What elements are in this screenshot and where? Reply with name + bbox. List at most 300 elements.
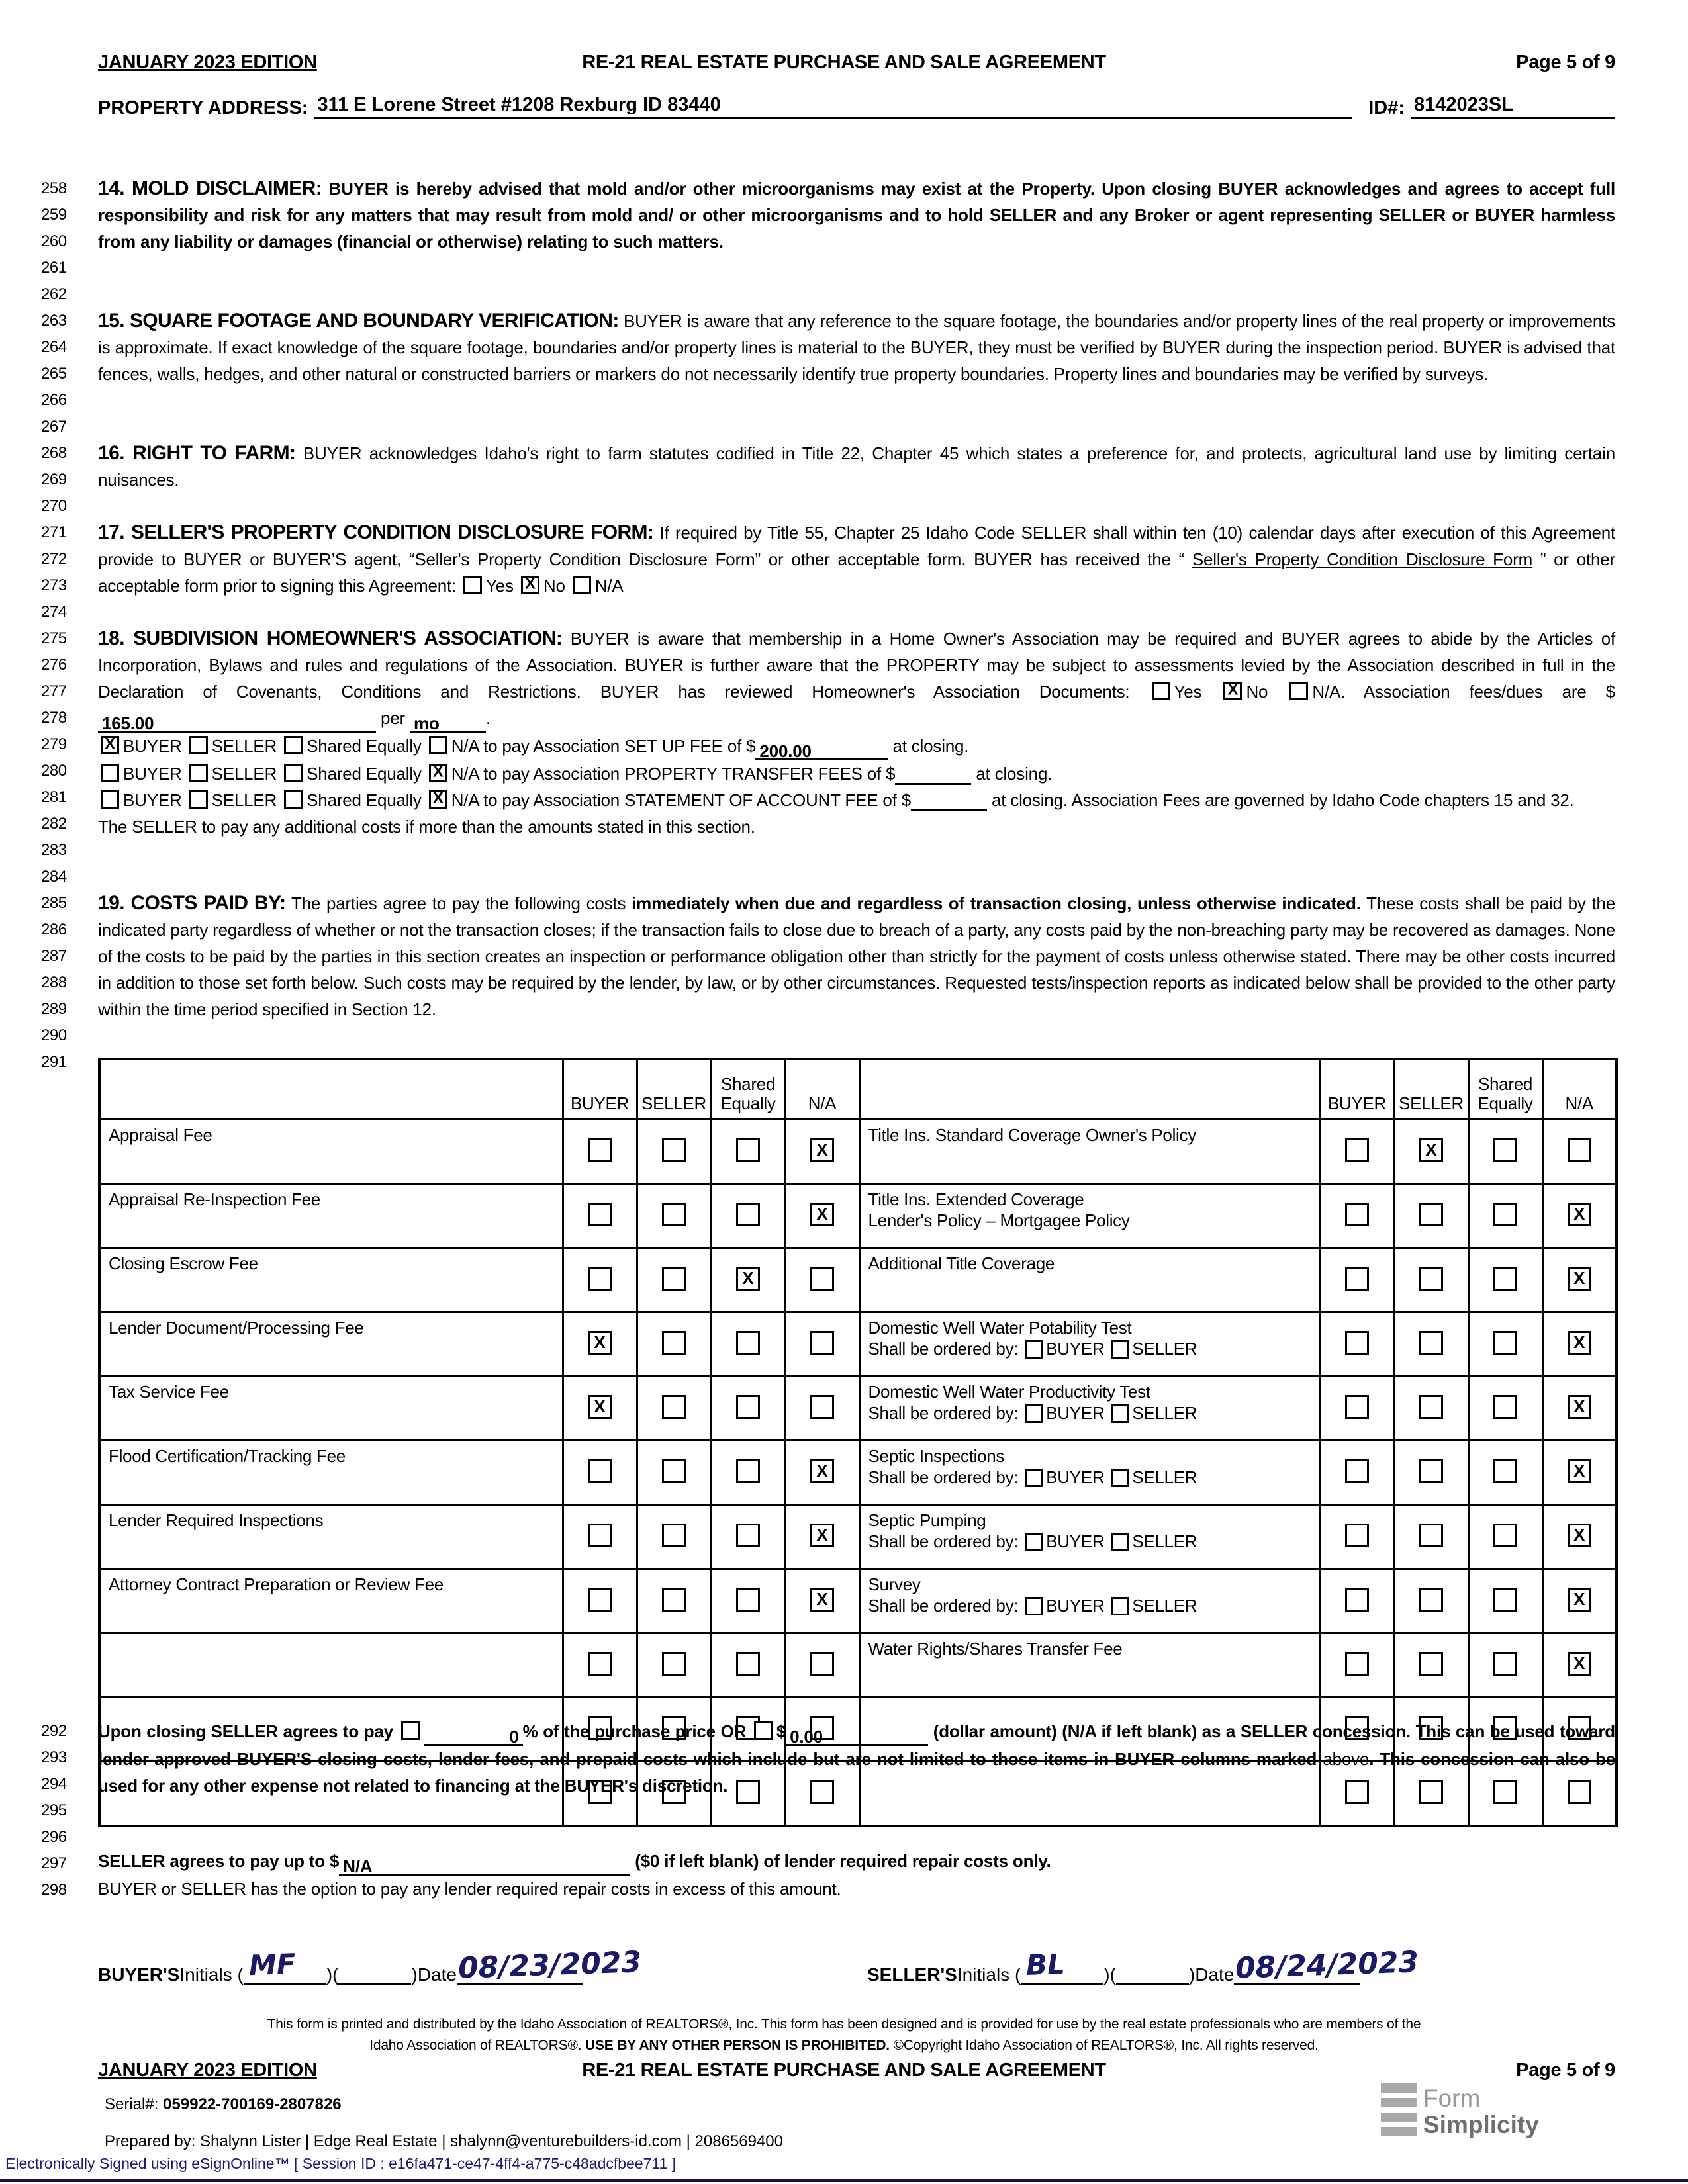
id-value: 8142023SL — [1414, 94, 1513, 115]
line-number: 296 — [41, 1828, 67, 1846]
checkbox-seller[interactable] — [1419, 1331, 1443, 1355]
checkbox-shared-equally[interactable] — [1493, 1138, 1517, 1162]
checkbox-label: N/A — [451, 736, 484, 756]
checkbox-n-a[interactable] — [1568, 1203, 1591, 1226]
date-label: Date — [417, 1964, 457, 1985]
repairs-pre: SELLER agrees to pay up to $ — [98, 1851, 340, 1871]
checkbox-shared-equally[interactable] — [736, 1652, 760, 1676]
checkbox-cell — [1394, 1377, 1468, 1441]
checkbox-cell — [1468, 1120, 1542, 1184]
checkbox-ordered-by-buyer[interactable] — [1025, 1597, 1043, 1615]
checkbox-buyer[interactable] — [1345, 1588, 1369, 1612]
checkbox-n-a[interactable] — [810, 1652, 834, 1676]
checkbox-seller[interactable] — [189, 764, 208, 782]
checkbox-yes-label: Yes — [486, 576, 514, 596]
checkbox-buyer[interactable] — [1345, 1138, 1369, 1162]
checkbox-cell — [785, 1633, 859, 1698]
checkbox-shared-equally[interactable] — [1493, 1203, 1517, 1226]
section-19-bold-clause: immediately when due and regardless of transaction closing, unless otherwise indicated. — [632, 893, 1361, 913]
checkbox-buyer[interactable] — [101, 764, 119, 782]
checkbox-n-a[interactable] — [1568, 1395, 1591, 1419]
section-17-body: If required by Title 55, Chapter 25 Idaho Code SELLER shall within ten (10) calendar days after execution of this Agreement provide to BUYER or BUYER’S agent, “Seller's Property Condition Disclosure Form” or other acceptable form. BUYER has received the “ — [98, 523, 1615, 569]
checkbox-buyer[interactable] — [1345, 1395, 1369, 1419]
checkbox-ordered-by-seller[interactable] — [1111, 1340, 1129, 1359]
section-17-body2: ” or other acceptable form prior to signing this Agreement: — [98, 549, 1615, 596]
line-number: 290 — [41, 1026, 67, 1044]
table-header-row — [99, 1059, 1617, 1120]
checkbox-cell — [637, 1312, 711, 1377]
checkbox-n-a[interactable] — [810, 1524, 834, 1547]
property-address-label: PROPERTY ADDRESS: — [98, 97, 308, 118]
form-simplicity-logo — [1381, 2083, 1539, 2140]
footer-page-number: Page 5 of 9 — [1516, 2060, 1615, 2081]
checkbox-n-a[interactable] — [1568, 1652, 1591, 1676]
checkbox-shared-equally[interactable] — [284, 736, 303, 754]
checkbox-shared-equally[interactable] — [736, 1331, 760, 1355]
checkbox-n-a[interactable] — [1568, 1588, 1591, 1612]
checkbox-na-label: N/A — [594, 576, 624, 596]
checkbox-cell — [1320, 1248, 1394, 1312]
checkbox-buyer[interactable] — [588, 1203, 612, 1226]
checkbox-cell — [711, 1248, 785, 1312]
checkbox-cell — [563, 1312, 637, 1377]
repairs-amount-field[interactable] — [339, 1853, 630, 1876]
fee-item-label: Domestic Well Water Potability Test Shall be ordered by: BUYER SELLER — [859, 1312, 1320, 1377]
fee-item-label: Lender Required Inspections — [99, 1505, 563, 1569]
checkbox-cell — [563, 1633, 637, 1698]
seller-date-handwritten: 08/24/2023 — [1235, 1945, 1420, 1985]
checkbox-shared-equally[interactable] — [1493, 1588, 1517, 1612]
section-17 — [98, 520, 1615, 599]
checkbox-cell — [711, 1441, 785, 1505]
checkbox-n-a[interactable] — [429, 764, 447, 782]
checkbox-cell — [1542, 1184, 1617, 1248]
id-field[interactable] — [1411, 94, 1615, 119]
checkbox-label: SELLER — [1132, 1467, 1197, 1487]
line-number: 275 — [41, 629, 67, 647]
fee-item-label: Water Rights/Shares Transfer Fee — [859, 1633, 1320, 1698]
line-number: 284 — [41, 868, 67, 886]
checkbox-n-a[interactable] — [1568, 1138, 1591, 1162]
checkbox-cell — [1542, 1569, 1617, 1633]
checkbox-shared-equally[interactable] — [1493, 1267, 1517, 1291]
checkbox-label: Shared Equally — [306, 764, 426, 784]
checkbox-label: Shared Equally — [306, 736, 426, 756]
seller-date-field[interactable] — [1234, 1945, 1420, 1985]
checkbox-yes[interactable] — [1152, 682, 1170, 700]
column-header: SELLER — [637, 1059, 711, 1120]
checkbox-dollar[interactable] — [754, 1721, 773, 1740]
checkbox-shared-equally[interactable] — [736, 1138, 760, 1162]
checkbox-cell — [1468, 1633, 1542, 1698]
checkbox-label: SELLER — [211, 790, 282, 810]
fee-line-suffix: at closing. — [971, 764, 1053, 784]
section-19-body2: These costs shall be paid by the indicated party regardless of whether or not the transaction closes; if the transaction fails to close due to breach of a party, any costs paid by the non-breaching party may be recovered as damages. None of the costs to be paid by the parties in this section creates an inspection or performance obligation other than strictly for the payment of costs unless otherwise stated. There may be other costs incurred in addition to those set forth below. Such costs may be required by the lender, by law, or by other circumstances. Requested tests/inspection reports as indicated below shall be provided to the other party within the time period specified in Section 12. — [98, 893, 1616, 1019]
checkbox-cell — [1320, 1312, 1394, 1377]
section-17-underlined-form-name: Seller's Property Condition Disclosure Form — [1192, 549, 1533, 569]
per-text: per — [376, 708, 410, 728]
checkbox-seller[interactable] — [1419, 1459, 1443, 1483]
page-number: Page 5 of 9 — [1516, 52, 1615, 73]
checkbox-seller[interactable] — [1419, 1138, 1443, 1162]
paren2: ) — [411, 1964, 418, 1985]
section-16-heading: 16. RIGHT TO FARM: — [98, 442, 296, 464]
concession-text-1: Upon closing SELLER agrees to pay — [98, 1721, 399, 1741]
checkbox-buyer[interactable] — [588, 1331, 612, 1355]
prepared-by-line: Prepared by: Shalynn Lister | Edge Real Estate | shalynn@venturebuilders-id.com | 2086569400 — [105, 2132, 784, 2150]
checkbox-n-a[interactable] — [1568, 1524, 1591, 1547]
checkbox-cell — [1468, 1248, 1542, 1312]
line-number: 267 — [41, 418, 67, 435]
section-18-extra: The SELLER to pay any additional costs if more than the amounts stated in this section. — [98, 817, 755, 837]
checkbox-label: SELLER — [211, 764, 282, 784]
checkbox-n-a[interactable] — [810, 1331, 834, 1355]
checkbox-no-label: No — [543, 576, 565, 596]
checkbox-buyer[interactable] — [588, 1588, 612, 1612]
buyer-initials-handwritten: MF — [248, 1947, 297, 1982]
initials-label: Initials ( — [179, 1964, 244, 1985]
checkbox-seller[interactable] — [662, 1459, 686, 1483]
checkbox-cell — [1542, 1248, 1617, 1312]
edition-label: JANUARY 2023 EDITION — [98, 52, 317, 73]
checkbox-na[interactable] — [573, 576, 591, 594]
checkbox-shared-equally[interactable] — [736, 1459, 760, 1483]
checkbox-shared-equally[interactable] — [1493, 1395, 1517, 1419]
seller-concession-paragraph — [98, 1718, 1615, 1799]
page-bottom-rule — [0, 2179, 1688, 2182]
fee-item-label: Lender Document/Processing Fee — [99, 1312, 563, 1377]
checkbox-ordered-by-buyer[interactable] — [1025, 1533, 1043, 1551]
buyer-date-handwritten: 08/23/2023 — [457, 1945, 642, 1985]
checkbox-ordered-by-buyer[interactable] — [1025, 1340, 1043, 1359]
concession-dollar-field[interactable] — [786, 1723, 928, 1746]
checkbox-cell — [785, 1441, 859, 1505]
property-address-row — [98, 94, 1615, 119]
checkbox-cell — [1468, 1184, 1542, 1248]
checkbox-no[interactable] — [1223, 682, 1242, 700]
table-row — [99, 1441, 1617, 1505]
section-15 — [98, 308, 1615, 387]
checkbox-ordered-by-seller[interactable] — [1111, 1533, 1129, 1551]
checkbox-label: BUYER — [1046, 1596, 1105, 1615]
checkbox-seller[interactable] — [662, 1588, 686, 1612]
checkbox-seller[interactable] — [1419, 1203, 1443, 1226]
fees-dues-text: Association fees/dues are $ — [1345, 682, 1615, 702]
checkbox-buyer[interactable] — [588, 1138, 612, 1162]
checkbox-percent[interactable] — [401, 1721, 420, 1740]
checkbox-cell — [1468, 1505, 1542, 1569]
buyer-label: BUYER'S — [98, 1964, 180, 1985]
checkbox-label: BUYER — [123, 736, 187, 756]
form-simplicity-icon — [1381, 2083, 1417, 2140]
buyer-initials-field-1[interactable] — [244, 1947, 326, 1985]
fee-item-label: Survey Shall be ordered by: BUYER SELLER — [859, 1569, 1320, 1633]
checkbox-shared-equally[interactable] — [1493, 1652, 1517, 1676]
ordered-by-line: Shall be ordered by: BUYER SELLER — [868, 1403, 1197, 1423]
checkbox-buyer[interactable] — [588, 1524, 612, 1547]
serial-value: 059922-700169-2807826 — [163, 2095, 342, 2113]
checkbox-cell — [1468, 1312, 1542, 1377]
checkbox-shared-equally[interactable] — [284, 790, 303, 809]
checkbox-cell — [637, 1377, 711, 1441]
section-18 — [98, 625, 1615, 840]
terminal-period: . — [486, 708, 491, 728]
column-header: SELLER — [1394, 1059, 1468, 1120]
fee-amount-value: 200.00 — [759, 741, 812, 761]
fees-period-field[interactable] — [410, 710, 486, 733]
checkbox-shared-equally[interactable] — [736, 1395, 760, 1419]
checkbox-cell — [1542, 1441, 1617, 1505]
line-number: 280 — [41, 762, 67, 780]
checkbox-cell — [637, 1569, 711, 1633]
seller-initials-row — [867, 1939, 1420, 1985]
checkbox-buyer[interactable] — [1345, 1652, 1369, 1676]
checkbox-buyer[interactable] — [1345, 1203, 1369, 1226]
checkbox-cell — [563, 1505, 637, 1569]
fee-item-label — [99, 1633, 563, 1698]
checkbox-cell — [1468, 1569, 1542, 1633]
checkbox-seller[interactable] — [1419, 1267, 1443, 1291]
buyer-initials-field-2[interactable] — [338, 1957, 411, 1985]
checkbox-seller[interactable] — [1419, 1524, 1443, 1547]
checkbox-n-a[interactable] — [429, 736, 447, 754]
checkbox-label: BUYER — [1046, 1339, 1105, 1359]
table-row — [99, 1120, 1617, 1184]
fee-item-label: Title Ins. Standard Coverage Owner's Policy — [859, 1120, 1320, 1184]
footer-fine-print-2: Idaho Association of REALTORS®. USE BY ANY OTHER PERSON IS PROHIBITED. ©Copyright Idaho Association of REALTORS®, Inc. All rights reserved. — [369, 2038, 1319, 2053]
checkbox-seller[interactable] — [662, 1203, 686, 1226]
line-number: 281 — [41, 788, 67, 806]
checkbox-n-a[interactable] — [810, 1203, 834, 1226]
checkbox-label: N/A — [451, 790, 484, 810]
checkbox-buyer[interactable] — [1345, 1267, 1369, 1291]
buyer-date-field[interactable] — [457, 1945, 642, 1985]
concession-percent-suffix: % of the purchase price OR — [522, 1721, 751, 1741]
line-number: 291 — [41, 1053, 67, 1071]
checkbox-shared-equally[interactable] — [736, 1588, 760, 1612]
checkbox-n-a[interactable] — [1568, 1331, 1591, 1355]
checkbox-cell — [1468, 1377, 1542, 1441]
section-14-body: BUYER is hereby advised that mold and/or other microorganisms may exist at the Property. Upon closing BUYER acknowledges and agrees to accept full responsibility and risk for any matters that may result from mold and/ or other microorganisms and to hold SELLER and any Broker or agent representing SELLER or BUYER harmless from any liability or damages (financial or otherwise) relating to such matters. — [98, 179, 1615, 251]
repairs-amount-value: N/A — [343, 1856, 373, 1876]
checkbox-seller[interactable] — [662, 1331, 686, 1355]
seller-initials-field-2[interactable] — [1116, 1957, 1189, 1985]
fee-item-label: Appraisal Fee — [99, 1120, 563, 1184]
line-number: 266 — [41, 391, 67, 409]
checkbox-buyer[interactable] — [588, 1652, 612, 1676]
ordered-by-line: Shall be ordered by: BUYER SELLER — [868, 1339, 1197, 1359]
fee-line-text: to pay Association STATEMENT OF ACCOUNT FEE of $ — [483, 790, 911, 810]
checkbox-cell — [1320, 1184, 1394, 1248]
line-number: 271 — [41, 523, 67, 541]
checkbox-cell — [1542, 1633, 1617, 1698]
checkbox-n-a[interactable] — [810, 1459, 834, 1483]
section-19 — [98, 890, 1615, 1023]
line-number: 274 — [41, 603, 67, 621]
checkbox-cell — [1394, 1441, 1468, 1505]
hoa-fee-line — [98, 787, 1615, 813]
line-number: 288 — [41, 974, 67, 991]
fee-amount-field[interactable] — [911, 789, 987, 811]
checkbox-shared-equally[interactable] — [1493, 1331, 1517, 1355]
checkbox-cell — [785, 1505, 859, 1569]
checkbox-no[interactable] — [521, 576, 539, 594]
fee-line-text: to pay Association SET UP FEE of $ — [483, 736, 756, 756]
hoa-fee-line — [98, 733, 1615, 760]
fee-item-label: Flood Certification/Tracking Fee — [99, 1441, 563, 1505]
checkbox-n-a[interactable] — [429, 790, 447, 809]
checkbox-buyer[interactable] — [101, 736, 119, 754]
checkbox-shared-equally[interactable] — [1493, 1524, 1517, 1547]
checkbox-cell — [1394, 1505, 1468, 1569]
line-number: 277 — [41, 682, 67, 700]
checkbox-cell — [785, 1120, 859, 1184]
checkbox-buyer[interactable] — [1345, 1331, 1369, 1355]
checkbox-ordered-by-buyer[interactable] — [1025, 1469, 1043, 1487]
line-number-gutter — [41, 175, 87, 1075]
column-header-empty — [859, 1059, 1320, 1120]
id-label: ID#: — [1368, 97, 1405, 118]
table-row — [99, 1377, 1617, 1441]
ordered-by-line: Shall be ordered by: BUYER SELLER — [868, 1531, 1197, 1551]
fee-item-label: Closing Escrow Fee — [99, 1248, 563, 1312]
line-number: 273 — [41, 576, 67, 594]
costs-paid-by-table — [98, 1058, 1618, 1827]
checkbox-ordered-by-seller[interactable] — [1111, 1404, 1129, 1423]
line-number: 260 — [41, 232, 67, 250]
fee-amount-field[interactable] — [895, 762, 971, 785]
fee-amount-field[interactable] — [755, 738, 888, 760]
checkbox-cell — [711, 1120, 785, 1184]
column-header: BUYER — [563, 1059, 637, 1120]
checkbox-na[interactable] — [1289, 682, 1308, 700]
checkbox-seller[interactable] — [1419, 1652, 1443, 1676]
checkbox-cell — [1394, 1312, 1468, 1377]
checkbox-cell — [785, 1184, 859, 1248]
checkbox-n-a[interactable] — [810, 1395, 834, 1419]
line-number: 261 — [41, 259, 67, 277]
checkbox-shared-equally[interactable] — [284, 764, 303, 782]
line-number: 287 — [41, 947, 67, 965]
checkbox-seller[interactable] — [1419, 1395, 1443, 1419]
table-row — [99, 1505, 1617, 1569]
checkbox-seller[interactable] — [662, 1652, 686, 1676]
section-15-heading: 15. SQUARE FOOTAGE AND BOUNDARY VERIFICATION: — [98, 310, 619, 332]
table-row — [99, 1569, 1617, 1633]
section-19-heading: 19. COSTS PAID BY: — [98, 892, 286, 914]
checkbox-cell — [637, 1505, 711, 1569]
checkbox-buyer[interactable] — [101, 790, 119, 809]
checkbox-buyer[interactable] — [588, 1459, 612, 1483]
checkbox-buyer[interactable] — [588, 1267, 612, 1291]
line-number: 270 — [41, 497, 67, 515]
checkbox-seller[interactable] — [662, 1138, 686, 1162]
checkbox-yes[interactable] — [463, 576, 482, 594]
checkbox-cell — [1394, 1120, 1468, 1184]
fee-item-label: Additional Title Coverage — [859, 1248, 1320, 1312]
checkbox-cell — [785, 1377, 859, 1441]
checkbox-ordered-by-seller[interactable] — [1111, 1469, 1129, 1487]
document-title: RE-21 REAL ESTATE PURCHASE AND SALE AGREEMENT — [582, 52, 1106, 73]
table-row — [99, 1633, 1617, 1698]
checkbox-label: BUYER — [1046, 1531, 1105, 1551]
checkbox-n-a[interactable] — [810, 1138, 834, 1162]
section-16-body: BUYER acknowledges Idaho's right to farm statutes codified in Title 22, Chapter 45 which states a preference for, and protects, agricultural land use by limiting certain nuisances. — [98, 443, 1615, 490]
footer-edition-label: JANUARY 2023 EDITION — [98, 2060, 317, 2081]
checkbox-n-a[interactable] — [810, 1588, 834, 1612]
checkbox-seller[interactable] — [662, 1395, 686, 1419]
checkbox-n-a[interactable] — [810, 1267, 834, 1291]
checkbox-cell — [711, 1312, 785, 1377]
checkbox-n-a[interactable] — [1568, 1267, 1591, 1291]
line-number: 292 — [41, 1722, 67, 1740]
line-number: 258 — [41, 179, 67, 197]
checkbox-cell — [711, 1377, 785, 1441]
checkbox-seller[interactable] — [1419, 1588, 1443, 1612]
checkbox-buyer[interactable] — [1345, 1524, 1369, 1547]
checkbox-cell — [563, 1248, 637, 1312]
checkbox-shared-equally[interactable] — [1493, 1459, 1517, 1483]
line-number: 298 — [41, 1881, 67, 1899]
checkbox-cell — [1394, 1184, 1468, 1248]
checkbox-ordered-by-seller[interactable] — [1111, 1597, 1129, 1615]
checkbox-label: BUYER — [123, 764, 187, 784]
checkbox-cell — [637, 1120, 711, 1184]
seller-initials-field-1[interactable] — [1021, 1947, 1103, 1985]
checkbox-label: BUYER — [123, 790, 187, 810]
checkbox-seller[interactable] — [662, 1524, 686, 1547]
line-number: 268 — [41, 444, 67, 462]
concession-percent-field[interactable] — [424, 1723, 523, 1746]
line-number: 263 — [41, 312, 67, 330]
repairs-post: ($0 if left blank) of lender required repair costs only. — [630, 1851, 1051, 1871]
checkbox-cell — [1394, 1248, 1468, 1312]
table-row — [99, 1248, 1617, 1312]
checkbox-shared-equally[interactable] — [736, 1203, 760, 1226]
checkbox-seller[interactable] — [189, 790, 208, 809]
checkbox-cell — [1320, 1505, 1394, 1569]
checkbox-seller[interactable] — [662, 1267, 686, 1291]
checkbox-buyer[interactable] — [588, 1395, 612, 1419]
checkbox-yes-label: Yes — [1174, 682, 1202, 702]
line-number: 265 — [41, 365, 67, 383]
line-number: 283 — [41, 841, 67, 859]
line-number: 297 — [41, 1854, 67, 1872]
fees-period-value: mo — [414, 713, 440, 733]
checkbox-seller[interactable] — [189, 736, 208, 754]
checkbox-cell — [1394, 1569, 1468, 1633]
column-header-empty — [99, 1059, 563, 1120]
line-number-gutter — [41, 1718, 87, 1903]
fees-amount-field[interactable] — [98, 710, 376, 733]
fee-item-label: Appraisal Re-Inspection Fee — [99, 1184, 563, 1248]
column-header: N/A — [785, 1059, 859, 1120]
checkbox-cell — [1542, 1505, 1617, 1569]
section-18-heading: 18. SUBDIVISION HOMEOWNER'S ASSOCIATION: — [98, 627, 563, 649]
fee-item-label: Septic Inspections Shall be ordered by: BUYER SELLER — [859, 1441, 1320, 1505]
line-number: 279 — [41, 735, 67, 753]
property-address-field[interactable] — [314, 94, 1352, 119]
checkbox-shared-equally[interactable] — [736, 1524, 760, 1547]
checkbox-cell — [1320, 1120, 1394, 1184]
checkbox-buyer[interactable] — [1345, 1459, 1369, 1483]
checkbox-ordered-by-buyer[interactable] — [1025, 1404, 1043, 1423]
ordered-by-line: Shall be ordered by: BUYER SELLER — [868, 1596, 1197, 1615]
checkbox-shared-equally[interactable] — [736, 1267, 760, 1291]
checkbox-n-a[interactable] — [1568, 1459, 1591, 1483]
line-number: 293 — [41, 1749, 67, 1766]
checkbox-cell — [785, 1312, 859, 1377]
